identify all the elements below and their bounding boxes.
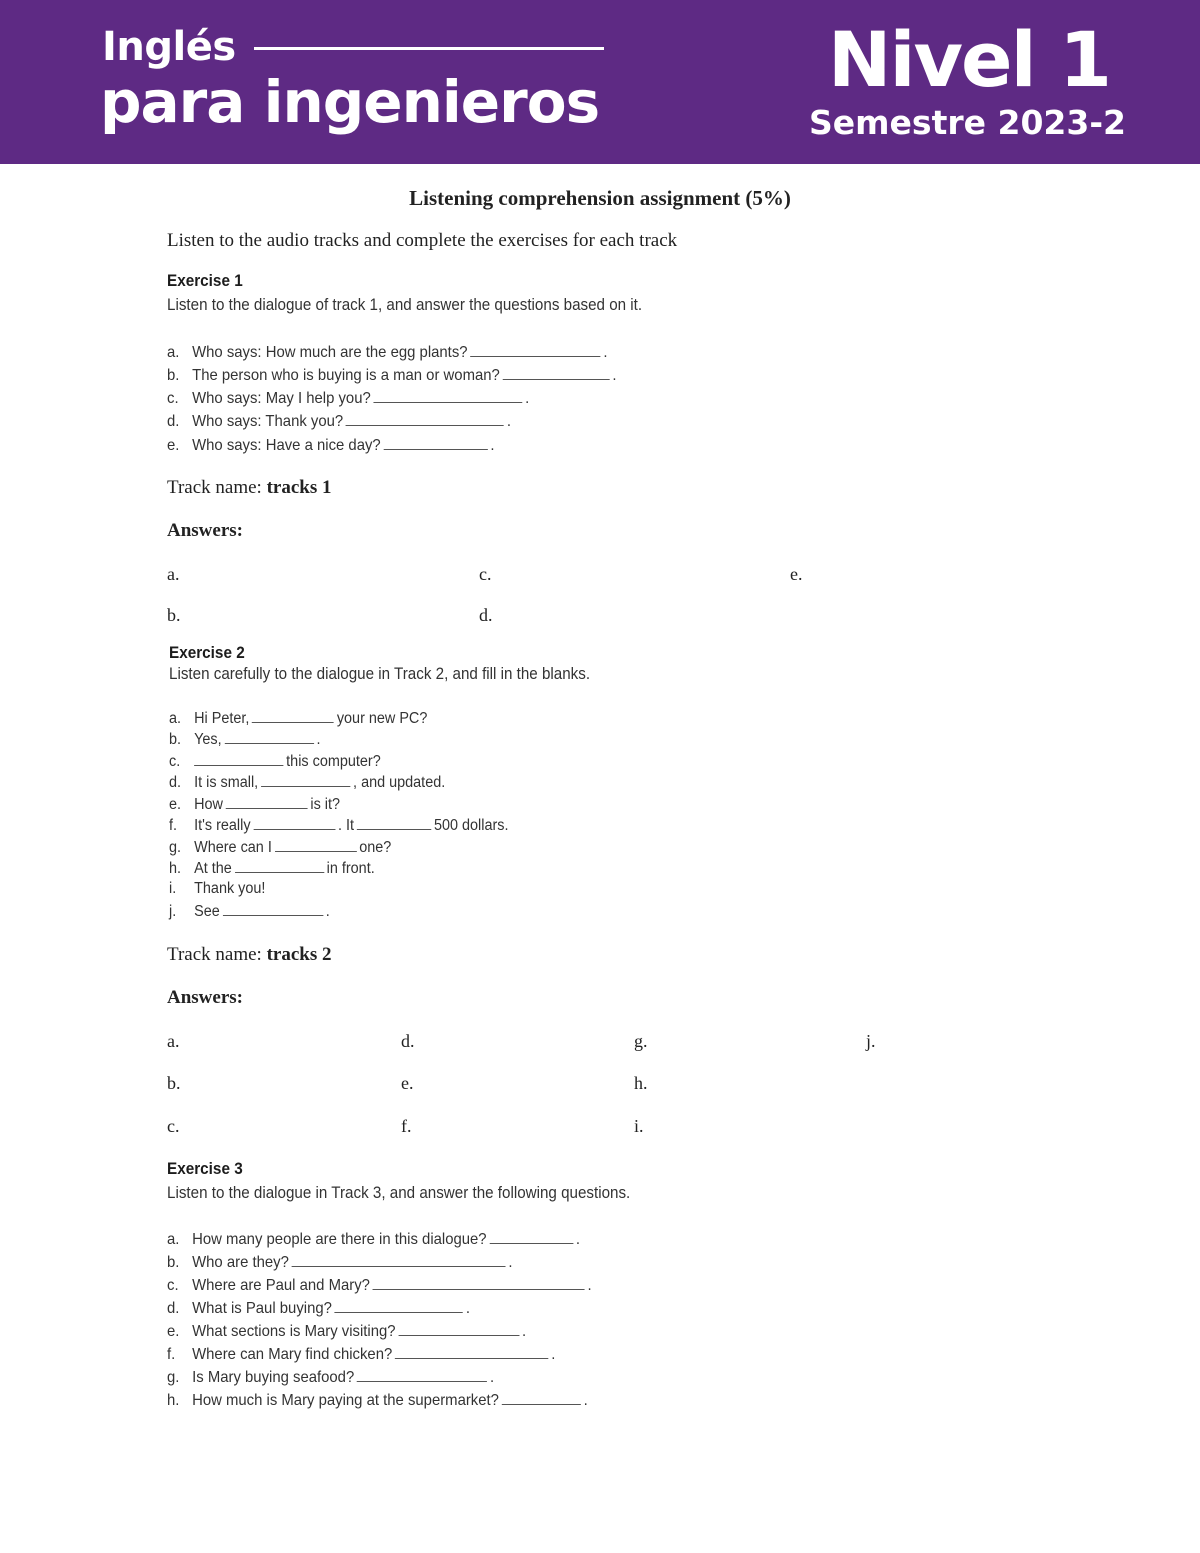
- question-item: b. The person who is buying is a man or woman? .: [167, 367, 617, 384]
- question-item: a. Who says: How much are the egg plants? .: [167, 344, 608, 361]
- dialogue-line: d. It is small, , and updated.: [169, 774, 446, 791]
- exercise-3-instruction: Listen to the dialogue in Track 3, and answer the following questions.: [167, 1184, 631, 1202]
- dialogue-line: h. At the in front.: [169, 860, 375, 877]
- dialogue-line: f. It's really . It 500 dollars.: [169, 817, 509, 834]
- track-1-name: Track name: tracks 1: [167, 477, 332, 498]
- fill-blank[interactable]: [253, 815, 335, 830]
- answer-blank[interactable]: [489, 1229, 573, 1244]
- question-item: a. How many people are there in this dialogue? .: [167, 1231, 581, 1248]
- dialogue-line: b. Yes, .: [169, 731, 321, 748]
- semester-label: Semestre 2023-2: [809, 103, 1126, 142]
- answer-blank[interactable]: [373, 1275, 585, 1290]
- answer-1-c[interactable]: c.: [479, 564, 492, 584]
- exercise-1-instruction: Listen to the dialogue of track 1, and answer the questions based on it.: [167, 296, 643, 314]
- question-item: d. Who says: Thank you? .: [167, 413, 512, 430]
- fill-blank[interactable]: [223, 901, 323, 916]
- question-item: c. Who says: May I help you? .: [167, 390, 530, 407]
- answer-1-d[interactable]: d.: [479, 605, 493, 625]
- answer-2-j[interactable]: j.: [866, 1031, 876, 1051]
- answers-1-heading: Answers:: [167, 520, 243, 541]
- answer-2-f[interactable]: f.: [401, 1116, 412, 1136]
- track-2-name: Track name: tracks 2: [167, 944, 332, 965]
- answer-blank[interactable]: [357, 1367, 487, 1382]
- document-intro: Listen to the audio tracks and complete the exercises for each track: [167, 230, 678, 251]
- answer-blank[interactable]: [502, 1390, 581, 1405]
- answer-2-h[interactable]: h.: [634, 1073, 648, 1093]
- answer-1-e[interactable]: e.: [790, 564, 803, 584]
- answer-2-b[interactable]: b.: [167, 1073, 181, 1093]
- answer-blank[interactable]: [398, 1321, 519, 1336]
- answer-blank[interactable]: [374, 388, 523, 403]
- answer-blank[interactable]: [346, 411, 504, 426]
- answer-blank[interactable]: [470, 342, 600, 357]
- dialogue-line: i. Thank you!: [169, 880, 266, 897]
- dialogue-line: c. this computer?: [169, 753, 381, 770]
- question-item: b. Who are they? .: [167, 1254, 513, 1271]
- brand-title-bottom: para ingenieros: [100, 68, 600, 136]
- fill-blank[interactable]: [261, 772, 350, 787]
- answer-1-a[interactable]: a.: [167, 564, 180, 584]
- answer-blank[interactable]: [503, 365, 610, 380]
- dialogue-line: e. How is it?: [169, 796, 341, 813]
- dialogue-line: j. See .: [169, 903, 330, 920]
- question-item: e. Who says: Have a nice day? .: [167, 437, 495, 454]
- brand-title-top: Inglés: [102, 24, 236, 70]
- question-item: g. Is Mary buying seafood? .: [167, 1369, 495, 1386]
- question-item: d. What is Paul buying? .: [167, 1300, 470, 1317]
- fill-blank[interactable]: [194, 751, 283, 766]
- question-item: h. How much is Mary paying at the supermarket? .: [167, 1392, 588, 1409]
- answer-blank[interactable]: [383, 435, 487, 450]
- exercise-2-heading: Exercise 2: [169, 643, 245, 662]
- answer-2-g[interactable]: g.: [634, 1031, 648, 1051]
- brand-divider: [254, 47, 604, 50]
- document-title: Listening comprehension assignment (5%): [409, 186, 791, 210]
- fill-blank[interactable]: [275, 837, 357, 852]
- exercise-2-instruction: Listen carefully to the dialogue in Track 2, and fill in the blanks.: [169, 665, 591, 683]
- answer-1-b[interactable]: b.: [167, 605, 181, 625]
- answer-2-a[interactable]: a.: [167, 1031, 180, 1051]
- fill-blank[interactable]: [226, 794, 308, 809]
- fill-blank[interactable]: [224, 729, 313, 744]
- answer-2-d[interactable]: d.: [401, 1031, 415, 1051]
- dialogue-line: g. Where can I one?: [169, 839, 392, 856]
- answer-blank[interactable]: [292, 1252, 506, 1267]
- fill-blank[interactable]: [357, 815, 431, 830]
- question-item: e. What sections is Mary visiting? .: [167, 1323, 527, 1340]
- question-item: c. Where are Paul and Mary? .: [167, 1277, 592, 1294]
- answer-2-c[interactable]: c.: [167, 1116, 180, 1136]
- answer-2-e[interactable]: e.: [401, 1073, 414, 1093]
- level-label: Nivel 1: [827, 15, 1110, 104]
- answers-2-heading: Answers:: [167, 987, 243, 1008]
- question-item: f. Where can Mary find chicken? .: [167, 1346, 556, 1363]
- answer-2-i[interactable]: i.: [634, 1116, 644, 1136]
- dialogue-line: a. Hi Peter, your new PC?: [169, 710, 428, 727]
- exercise-3-heading: Exercise 3: [167, 1159, 243, 1178]
- exercise-1-heading: Exercise 1: [167, 271, 243, 290]
- fill-blank[interactable]: [252, 708, 334, 723]
- header-banner: [0, 0, 1200, 164]
- answer-blank[interactable]: [395, 1344, 548, 1359]
- answer-blank[interactable]: [335, 1298, 463, 1313]
- fill-blank[interactable]: [235, 858, 324, 873]
